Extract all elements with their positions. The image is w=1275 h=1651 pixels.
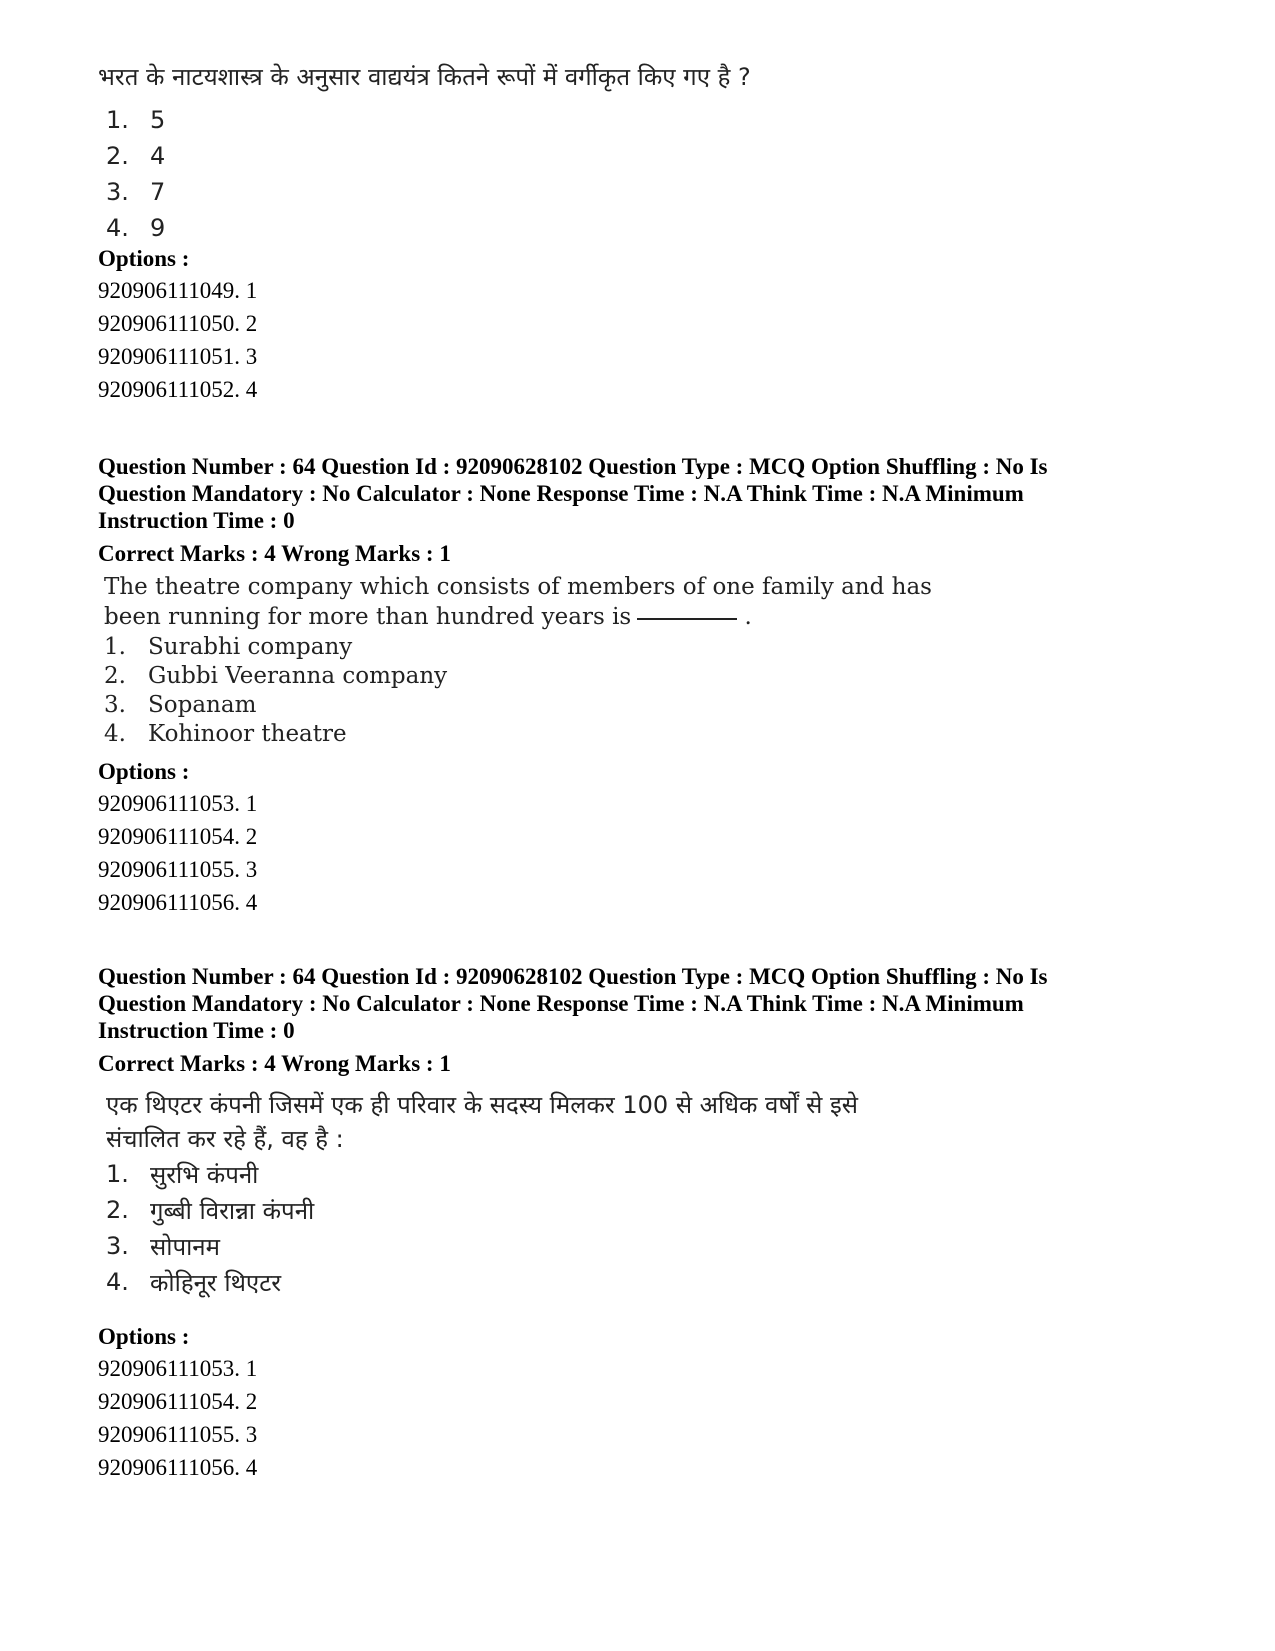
q64-en-stem-line2 — [98, 602, 1178, 632]
q63-question-image — [98, 60, 1178, 246]
choice-number: 3. — [106, 178, 129, 206]
q63-stem: भरत के नाटयशास्त्र के अनुसार वाद्ययंत्र कितने रूपों में वर्गीकृत किए गए है ? — [98, 63, 751, 91]
choice-text: 5 — [150, 106, 166, 134]
options-title: Options : — [98, 246, 190, 271]
choice-text: Gubbi Veeranna company — [148, 662, 448, 689]
question-header-line: Instruction Time : 0 — [98, 508, 295, 533]
q64-hi-stem-line2: संचालित कर रहे हैं, वह है : — [106, 1125, 344, 1153]
q64-hi-choice — [98, 1264, 1178, 1300]
q64-hi-choice — [98, 1156, 1178, 1192]
option-line: 920906111053. 1 — [98, 1356, 258, 1381]
choice-number: 1. — [106, 1160, 129, 1188]
options-title: Options : — [98, 1324, 190, 1349]
q64-hi-options — [98, 1322, 1178, 1484]
question-header-line: Question Mandatory : No Calculator : None Response Time : N.A Think Time : N.A Minimum — [98, 481, 1024, 506]
choice-text: 4 — [150, 142, 166, 170]
option-line: 920906111049. 1 — [98, 278, 258, 303]
question-header-line: Question Mandatory : No Calculator : None Response Time : N.A Think Time : N.A Minimum — [98, 991, 1024, 1016]
choice-number: 2. — [104, 662, 126, 689]
choice-number: 3. — [106, 1232, 129, 1260]
q64-en-choice — [98, 632, 1178, 661]
choice-text: कोहिनूर थिएटर — [150, 1268, 282, 1297]
q64-en-options — [98, 757, 1178, 919]
q64-hi-stem-line1: एक थिएटर कंपनी जिसमें एक ही परिवार के सदस्य मिलकर 100 से अधिक वर्षों से इसे — [106, 1091, 858, 1119]
option-line: 920906111053. 1 — [98, 791, 258, 816]
option-line: 920906111051. 3 — [98, 344, 258, 369]
choice-text: Sopanam — [148, 691, 257, 718]
q64-hi-choice — [98, 1192, 1178, 1228]
choice-text: सुरभि कंपनी — [150, 1160, 259, 1189]
q63-choice — [98, 138, 1178, 174]
option-line: 920906111055. 3 — [98, 1422, 258, 1447]
options-title: Options : — [98, 759, 190, 784]
q64-en-question-image — [98, 572, 1178, 748]
q63-choice — [98, 210, 1178, 246]
choice-text: Surabhi company — [148, 633, 353, 660]
question-header-line: Instruction Time : 0 — [98, 1018, 295, 1043]
choice-number: 2. — [106, 142, 129, 170]
question-header-line: Question Number : 64 Question Id : 92090628102 Question Type : MCQ Option Shuffling : No Is — [98, 454, 1048, 479]
q64-en-choice — [98, 661, 1178, 690]
question-header-line: Question Number : 64 Question Id : 92090628102 Question Type : MCQ Option Shuffling : No Is — [98, 964, 1048, 989]
stem-text: been running for more than hundred years is — [104, 604, 632, 630]
choice-number: 2. — [106, 1196, 129, 1224]
q64-hi-header — [98, 963, 1178, 1077]
answer-blank — [637, 618, 737, 620]
q64-en-header — [98, 453, 1178, 567]
option-line: 920906111056. 4 — [98, 1455, 258, 1480]
stem-end: . — [744, 604, 752, 630]
marks-line: Correct Marks : 4 Wrong Marks : 1 — [98, 1051, 451, 1076]
q63-options — [98, 244, 1178, 406]
choice-number: 4. — [106, 1268, 129, 1296]
choice-text: 9 — [150, 214, 166, 242]
q64-hi-question-image — [98, 1088, 1178, 1300]
option-line: 920906111050. 2 — [98, 311, 258, 336]
q64-hi-choice — [98, 1228, 1178, 1264]
q64-en-choice — [98, 690, 1178, 719]
choice-number: 1. — [104, 633, 126, 660]
choice-number: 4. — [106, 214, 129, 242]
option-line: 920906111054. 2 — [98, 1389, 258, 1414]
choice-number: 1. — [106, 106, 129, 134]
choice-number: 3. — [104, 691, 126, 718]
option-line: 920906111052. 4 — [98, 377, 258, 402]
q64-en-choice — [98, 719, 1178, 748]
choice-number: 4. — [104, 720, 126, 747]
option-line: 920906111054. 2 — [98, 824, 258, 849]
choice-text: Kohinoor theatre — [148, 720, 347, 747]
q63-choice — [98, 102, 1178, 138]
option-line: 920906111055. 3 — [98, 857, 258, 882]
option-line: 920906111056. 4 — [98, 890, 258, 915]
choice-text: गुब्बी विरान्ना कंपनी — [150, 1196, 315, 1225]
choice-text: सोपानम — [150, 1232, 220, 1261]
marks-line: Correct Marks : 4 Wrong Marks : 1 — [98, 541, 451, 566]
q64-en-stem-line1: The theatre company which consists of members of one family and has — [104, 574, 932, 600]
q63-choice — [98, 174, 1178, 210]
choice-text: 7 — [150, 178, 166, 206]
